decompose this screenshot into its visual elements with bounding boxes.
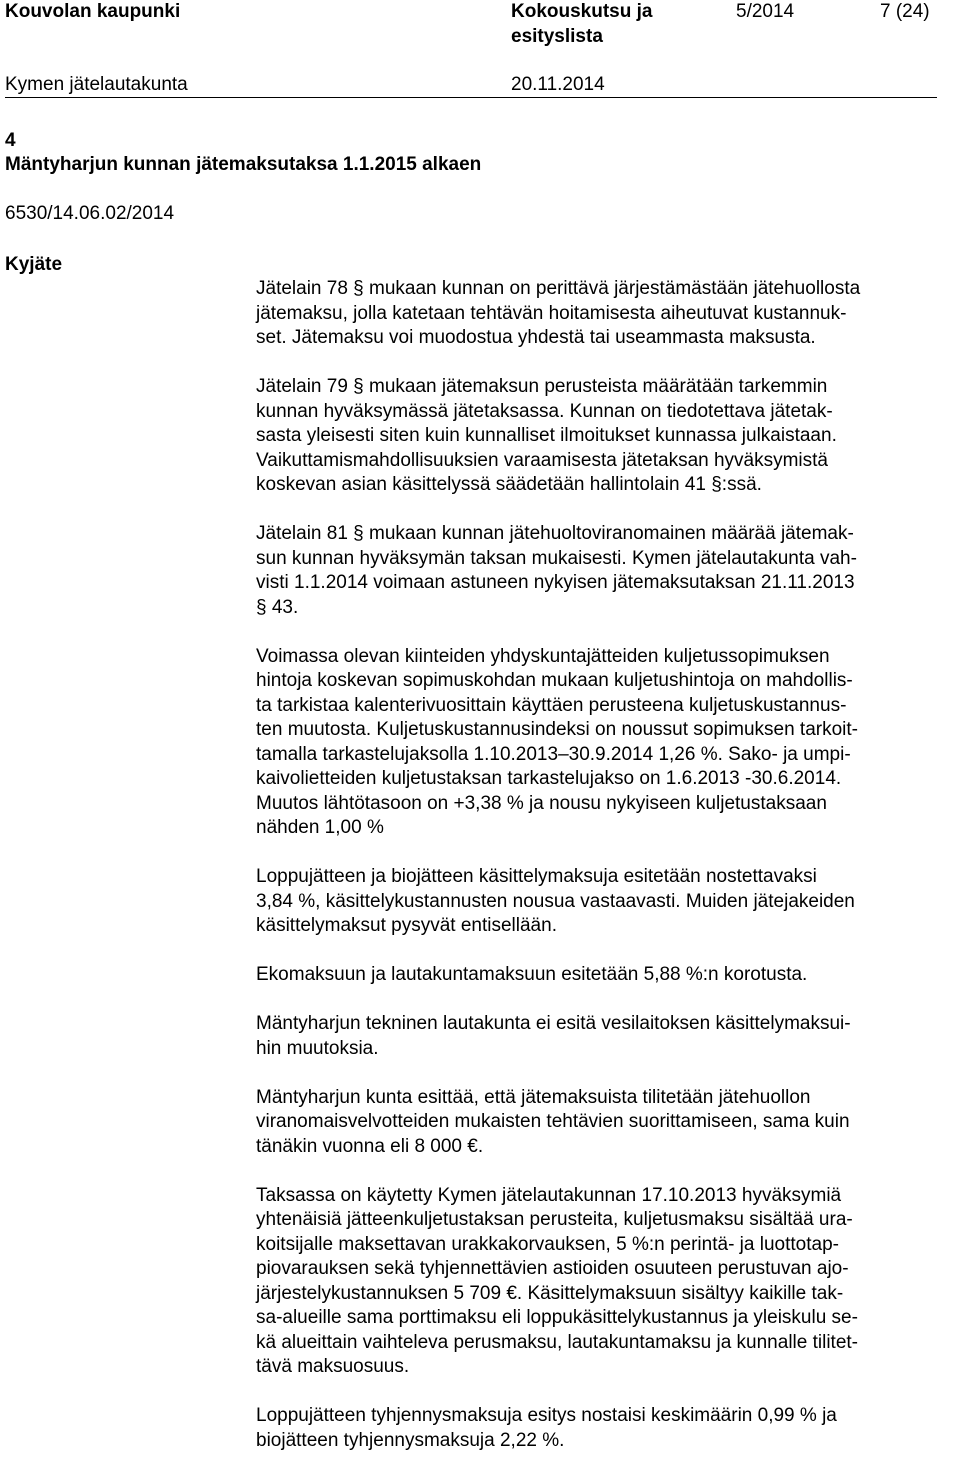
text-line: 3,84 %, käsittelykustannusten nousua vastaavasti. Muiden jätejakeiden — [256, 890, 855, 912]
doc-type-line-1: Kokouskutsu ja — [511, 1, 653, 22]
text-line: sun kunnan hyväksymän taksan mukaisesti. Kymen jätelautakunta vah- — [256, 547, 857, 569]
text-line: kä alueittain vaihteleva perusmaksu, lautakuntamaksu ja kunnalle tilitet- — [256, 1331, 858, 1353]
text-line: § 43. — [256, 596, 299, 618]
text-line: tävä maksuosuus. — [256, 1356, 410, 1377]
committee-name: Kymen jätelautakunta — [5, 74, 188, 95]
section-number: 4 — [5, 130, 16, 151]
text-line: Loppujätteen tyhjennysmaksuja esitys nostaisi keskimäärin 0,99 % ja — [256, 1405, 837, 1426]
text-line: viranomaisvelvotteiden mukaisten tehtävien suorittamiseen, sama kuin — [256, 1111, 850, 1132]
text-line: Muutos lähtötasoon on +3,38 % ja nousu nykyiseen kuljetustaksaan — [256, 792, 827, 814]
doc-type-line-2: esityslista — [511, 26, 603, 47]
text-line: Mäntyharjun tekninen lautakunta ei esitä vesilaitoksen käsittelymaksui- — [256, 1013, 851, 1034]
diary-number: 6530/14.06.02/2014 — [5, 203, 175, 224]
text-line: piovarauksen sekä tyhjennettävien astioiden osuuteen perustuvan ajo- — [256, 1258, 849, 1279]
text-line: koitsijalle maksettavan urakkakorvauksen, 5 %:n perintä- ja luottotap- — [256, 1233, 839, 1255]
text-line: Jätelain 78 § mukaan kunnan on perittävä järjestämästään jätehuollosta — [256, 278, 861, 299]
document-body — [256, 277, 940, 1478]
text-line: Ekomaksuun ja lautakuntamaksuun esitetään 5,88 %:n korotusta. — [256, 964, 808, 985]
paragraph — [256, 1404, 940, 1453]
text-line: ta tarkistaa kalenterivuosittain käyttäen perusteena kuljetuskustannus- — [256, 694, 847, 716]
text-line: biojätteen tyhjennysmaksuja 2,22 %. — [256, 1429, 565, 1451]
text-line: nähden 1,00 % — [256, 817, 384, 838]
text-line: yhtenäisiä jätteenkuljetustaksan perusteita, kuljetusmaksu sisältää ura- — [256, 1209, 853, 1230]
text-line: Taksassa on käytetty Kymen jätelautakunnan 17.10.2013 hyväksymiä — [256, 1184, 842, 1206]
org-name: Kouvolan kaupunki — [5, 1, 181, 22]
text-line: Mäntyharjun kunta esittää, että jätemaksuista tilitetään jätehuollon — [256, 1086, 811, 1108]
text-line: käsittelymaksut pysyvät entisellään. — [256, 915, 557, 936]
text-line: hintoja koskevan sopimuskohdan mukaan kuljetushintoja on mahdollis- — [256, 670, 853, 691]
paragraph — [256, 963, 940, 988]
paragraph — [256, 375, 940, 498]
text-line: jätemaksu, jolla katetaan tehtävän hoitamisesta aiheutuvat kustannuk- — [256, 302, 847, 324]
paragraph — [256, 1184, 940, 1380]
text-line: tamalla tarkastelujaksolla 1.10.2013–30.9.2014 1,26 %. Sako- ja umpi- — [256, 743, 851, 765]
paragraph — [256, 1086, 940, 1160]
text-line: visti 1.1.2014 voimaan astuneen nykyisen jätemaksutaksan 21.11.2013 — [256, 572, 855, 593]
text-line: set. Jätemaksu voi muodostua yhdestä tai useammasta maksusta. — [256, 327, 816, 348]
text-line: tänäkin vuonna eli 8 000 €. — [256, 1135, 484, 1157]
text-line: Voimassa olevan kiinteiden yhdyskuntajätteiden kuljetussopimuksen — [256, 645, 830, 667]
text-line: Jätelain 79 § mukaan jätemaksun perusteista määrätään tarkemmin — [256, 376, 828, 397]
text-line: hin muutoksia. — [256, 1037, 379, 1059]
paragraph — [256, 1012, 940, 1061]
text-line: ten muutosta. Kuljetuskustannusindeksi on noussut sopimuksen tarkoit- — [256, 719, 858, 740]
text-line: Jätelain 81 § mukaan kunnan jätehuoltoviranomainen määrää jätemak- — [256, 523, 854, 544]
subheading: Kyjäte — [5, 254, 63, 275]
paragraph — [256, 645, 940, 841]
paragraph — [256, 865, 940, 939]
paragraph — [256, 522, 940, 620]
text-line: koskevan asian käsittelyssä säädetään hallintolain 41 §:ssä. — [256, 474, 762, 495]
header-divider — [5, 97, 937, 98]
text-line: järjestelykustannuksen 5 709 €. Käsittelymaksuun sisältyy kaikille tak- — [256, 1282, 844, 1304]
text-line: Vaikuttamismahdollisuuksien varaamisesta jätetaksan hyväksymistä — [256, 449, 829, 471]
paragraph — [256, 277, 940, 351]
section-title: Mäntyharjun kunnan jätemaksutaksa 1.1.2015 alkaen — [5, 154, 482, 175]
meeting-date: 20.11.2014 — [511, 74, 605, 95]
text-line: sa-alueille sama porttimaksu eli loppukäsittelykustannus ja yleiskulu se- — [256, 1307, 858, 1328]
page-number: 7 (24) — [880, 1, 930, 22]
text-line: kaivolietteiden kuljetustaksan tarkastelujakso on 1.6.2013 -30.6.2014. — [256, 768, 842, 789]
text-line: sasta yleisesti siten kuin kunnalliset ilmoitukset kunnassa julkaistaan. — [256, 425, 837, 446]
text-line: kunnan hyväksymässä jätetaksassa. Kunnan on tiedotettava jätetak- — [256, 400, 833, 422]
text-line: Loppujätteen ja biojätteen käsittelymaksuja esitetään nostettavaksi — [256, 866, 817, 887]
meeting-number: 5/2014 — [736, 1, 795, 22]
